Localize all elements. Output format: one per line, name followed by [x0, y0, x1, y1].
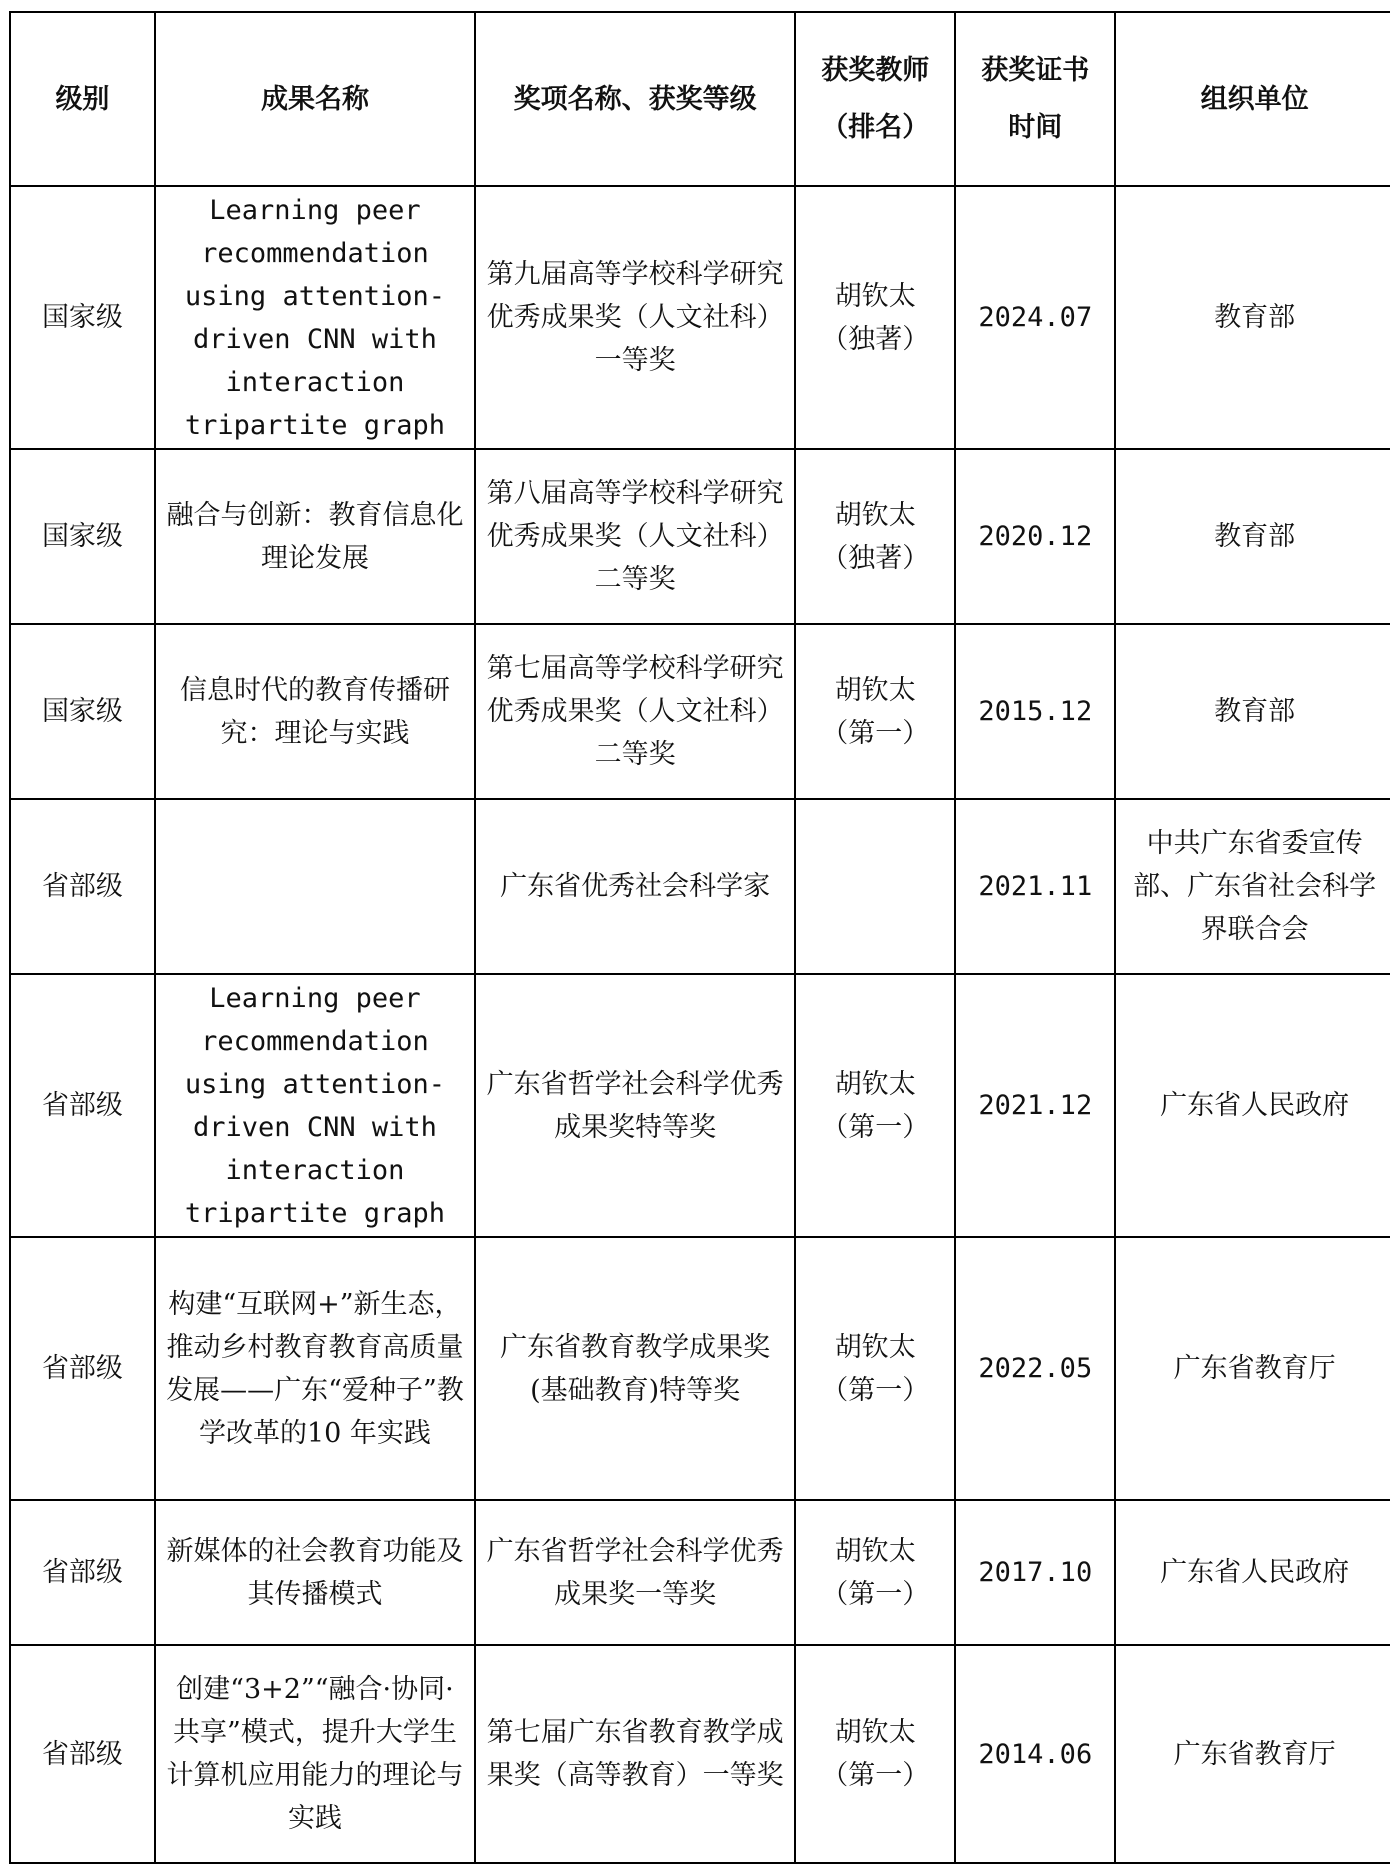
cell-date: 2017.10 [955, 1500, 1115, 1645]
header-teacher-line1: 获奖教师 [821, 55, 930, 86]
cell-level: 国家级 [10, 186, 155, 449]
cell-title: 新媒体的社会教育功能及其传播模式 [155, 1500, 475, 1645]
cell-level: 国家级 [10, 449, 155, 624]
teacher-name: 胡钦太 [834, 1331, 916, 1363]
header-teacher-line2: （排名） [821, 112, 930, 143]
header-level: 级别 [10, 12, 155, 186]
teacher-rank: （第一） [821, 1374, 930, 1406]
teacher-name: 胡钦太 [834, 674, 916, 706]
cell-date: 2022.05 [955, 1237, 1115, 1500]
table-row [10, 186, 1390, 449]
cell-teacher [795, 624, 955, 799]
cell-date: 2020.12 [955, 449, 1115, 624]
cell-org: 广东省教育厅 [1115, 1237, 1390, 1500]
header-date-line2: 时间 [1008, 112, 1063, 143]
table-row [10, 449, 1390, 624]
cell-org: 教育部 [1115, 449, 1390, 624]
cell-org: 广东省人民政府 [1115, 974, 1390, 1237]
header-teacher [795, 12, 955, 186]
cell-award: 广东省哲学社会科学优秀成果奖一等奖 [475, 1500, 795, 1645]
table-row [10, 1500, 1390, 1645]
cell-level: 省部级 [10, 1500, 155, 1645]
cell-teacher [795, 799, 955, 974]
header-title: 成果名称 [155, 12, 475, 186]
teacher-rank: （第一） [821, 1111, 930, 1143]
cell-level: 省部级 [10, 799, 155, 974]
cell-award: 第七届高等学校科学研究优秀成果奖（人文社科）二等奖 [475, 624, 795, 799]
cell-title [155, 799, 475, 974]
cell-level: 省部级 [10, 1237, 155, 1500]
header-award: 奖项名称、获奖等级 [475, 12, 795, 186]
header-date [955, 12, 1115, 186]
cell-teacher [795, 1500, 955, 1645]
header-org: 组织单位 [1115, 12, 1390, 186]
table-row [10, 624, 1390, 799]
teacher-name: 胡钦太 [834, 280, 916, 312]
teacher-name: 胡钦太 [834, 499, 916, 531]
cell-date: 2014.06 [955, 1645, 1115, 1863]
header-date-line1: 获奖证书 [981, 55, 1090, 86]
cell-level: 省部级 [10, 1645, 155, 1863]
teacher-name: 胡钦太 [834, 1717, 916, 1748]
cell-title: Learning peer recommendation using attention-driven CNN with interaction tripartite graph [155, 186, 475, 449]
teacher-rank: （独著） [821, 542, 930, 574]
cell-teacher [795, 974, 955, 1237]
cell-title: 构建“互联网+”新生态，推动乡村教育教育高质量发展——广东“爱种子”教学改革的10 年实践 [155, 1237, 475, 1500]
cell-title: 创建“3+2”“融合·协同·共享”模式，提升大学生计算机应用能力的理论与实践 [155, 1645, 475, 1863]
teacher-rank: （独著） [821, 323, 930, 355]
teacher-rank: （第一） [821, 1760, 930, 1791]
cell-teacher [795, 449, 955, 624]
cell-org: 中共广东省委宣传部、广东省社会科学界联合会 [1115, 799, 1390, 974]
teacher-name: 胡钦太 [834, 1535, 916, 1567]
cell-org: 广东省人民政府 [1115, 1500, 1390, 1645]
table-row [10, 799, 1390, 974]
cell-award: 第七届广东省教育教学成果奖（高等教育）一等奖 [475, 1645, 795, 1863]
cell-award: 广东省哲学社会科学优秀成果奖特等奖 [475, 974, 795, 1237]
cell-award: 广东省教育教学成果奖(基础教育)特等奖 [475, 1237, 795, 1500]
cell-title: 信息时代的教育传播研究：理论与实践 [155, 624, 475, 799]
header-row [10, 12, 1390, 186]
table-row [10, 1645, 1390, 1863]
cell-date: 2024.07 [955, 186, 1115, 449]
cell-level: 国家级 [10, 624, 155, 799]
cell-teacher [795, 186, 955, 449]
cell-award: 第九届高等学校科学研究优秀成果奖（人文社科）一等奖 [475, 186, 795, 449]
table-row [10, 974, 1390, 1237]
cell-org: 教育部 [1115, 186, 1390, 449]
cell-org: 教育部 [1115, 624, 1390, 799]
cell-award: 第八届高等学校科学研究优秀成果奖（人文社科）二等奖 [475, 449, 795, 624]
teacher-rank: （第一） [821, 717, 930, 749]
awards-table [9, 11, 1390, 1864]
cell-title: Learning peer recommendation using attention-driven CNN with interaction tripartite graph [155, 974, 475, 1237]
table-row [10, 1237, 1390, 1500]
teacher-rank: （第一） [821, 1578, 930, 1610]
cell-title: 融合与创新：教育信息化理论发展 [155, 449, 475, 624]
cell-award: 广东省优秀社会科学家 [475, 799, 795, 974]
teacher-name: 胡钦太 [834, 1068, 916, 1100]
cell-org: 广东省教育厅 [1115, 1645, 1390, 1863]
cell-date: 2021.12 [955, 974, 1115, 1237]
cell-teacher [795, 1645, 955, 1863]
cell-level: 省部级 [10, 974, 155, 1237]
cell-date: 2015.12 [955, 624, 1115, 799]
cell-teacher [795, 1237, 955, 1500]
cell-date: 2021.11 [955, 799, 1115, 974]
